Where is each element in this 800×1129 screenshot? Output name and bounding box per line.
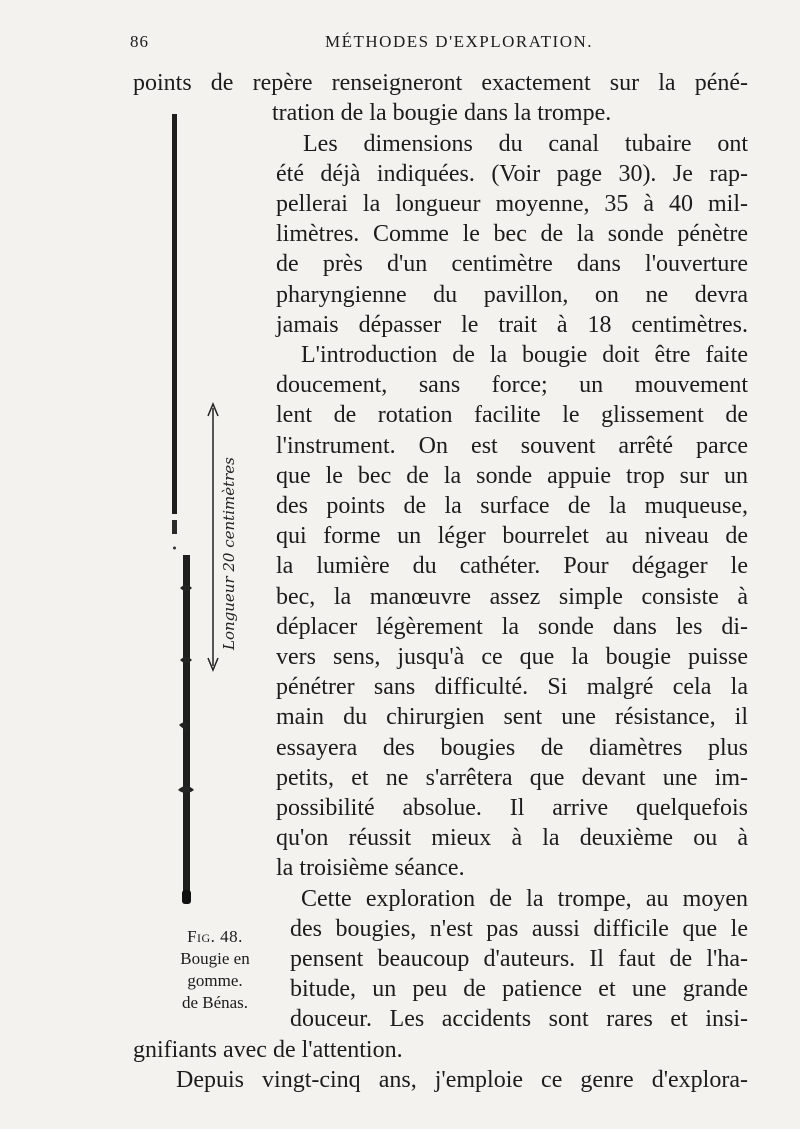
text-line: pellerai la longueur moyenne, 35 à 40 mil- <box>276 191 748 217</box>
rod-joint <box>180 585 192 591</box>
text-line: l'instrument. On est souvent arrêté parce <box>276 433 748 459</box>
text-line: déplacer légèrement la sonde dans les di- <box>276 614 748 640</box>
text-line: Depuis vingt-cinq ans, j'emploie ce genre d'explora- <box>176 1067 748 1093</box>
text-line: pénétrer sans difficulté. Si malgré cela la <box>276 674 748 700</box>
text-line: de près d'un centimètre dans l'ouverture <box>276 251 748 277</box>
length-inscription: Longueur 20 centimètres <box>220 457 238 650</box>
text-line: tration de la bougie dans la trompe. <box>272 100 612 126</box>
text-line: vers sens, jusqu'à ce que la bougie puisse <box>276 644 748 670</box>
text-line: doucement, sans force; un mouvement <box>276 372 748 398</box>
text-line: limètres. Comme le bec de la sonde pénètre <box>276 221 748 247</box>
text-line: douceur. Les accidents sont rares et insi- <box>290 1006 748 1032</box>
text-line: petits, et ne s'arrêtera que devant une im- <box>276 765 748 791</box>
text-line: des points de la surface de la muqueuse, <box>276 493 748 519</box>
text-line: bec, la manœuvre assez simple consiste à <box>276 584 748 610</box>
rod-tip <box>182 890 191 904</box>
text-line: qui forme un léger bourrelet au niveau de <box>276 523 748 549</box>
text-line: essayera des bougies de diamètres plus <box>276 735 748 761</box>
text-line: gnifiants avec de l'attention. <box>133 1037 403 1063</box>
figure-caption <box>150 926 280 1014</box>
caption-line: de Bénas. <box>181 993 249 1012</box>
caption-line: Bougie en <box>180 949 250 968</box>
page-number: 86 <box>130 32 149 51</box>
text-line: L'introduction de la bougie doit être faite <box>301 342 748 368</box>
text-line: jamais dépasser le trait à 18 centimètres. <box>276 312 748 338</box>
caption-line: gomme. <box>187 971 243 990</box>
text-line: pharyngienne du pavillon, on ne devra <box>276 282 748 308</box>
text-line: la troisième séance. <box>276 855 465 881</box>
text-line: la lumière du cathéter. Pour dégager le <box>276 553 748 579</box>
page-header <box>0 30 800 58</box>
text-line: Les dimensions du canal tubaire ont <box>303 131 748 157</box>
text-line: qu'on réussit mieux à la deuxième ou à <box>276 825 748 851</box>
rod-dot <box>173 547 176 550</box>
rod-mark <box>172 520 177 534</box>
text-line: points de repère renseigneront exactement sur la péné- <box>133 70 748 96</box>
text-line: Cette exploration de la trompe, au moyen <box>301 886 748 912</box>
rod-joint <box>178 786 194 793</box>
figure-label: Fig. 48. <box>187 927 243 946</box>
text-line: bitude, un peu de patience et une grande <box>290 976 748 1002</box>
text-line: été déjà indiquées. (Voir page 30). Je rap- <box>276 161 748 187</box>
text-line: pensent beaucoup d'auteurs. Il faut de l'ha- <box>290 946 748 972</box>
text-line: main du chirurgien sent une résistance, il <box>276 704 748 730</box>
rod-joint <box>180 657 192 663</box>
text-line: des bougies, n'est pas aussi difficile que le <box>290 916 748 942</box>
rod-upper <box>172 114 177 514</box>
text-line: lent de rotation facilite le glissement de <box>276 402 748 428</box>
bougie-illustration <box>150 110 280 910</box>
text-line: que le bec de la sonde appuie trop sur un <box>276 463 748 489</box>
running-title: MÉTHODES D'EXPLORATION. <box>325 32 594 51</box>
text-line: possibilité absolue. Il arrive quelquefois <box>276 795 748 821</box>
